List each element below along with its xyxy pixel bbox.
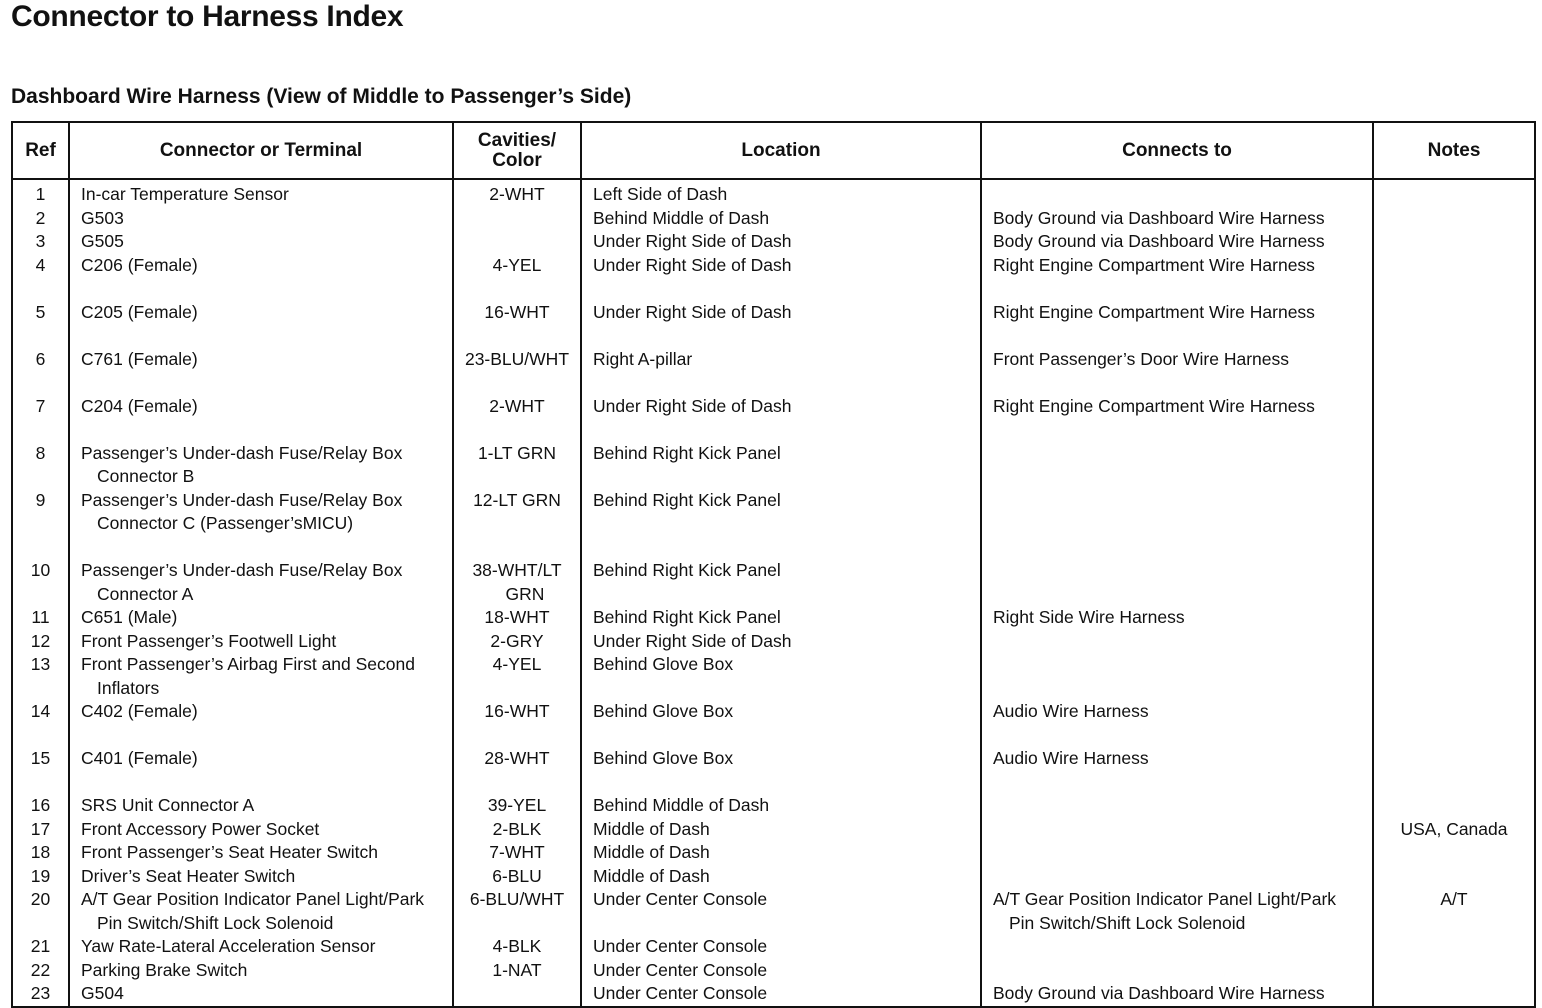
ref-cell-line: 16 (30, 795, 51, 815)
connects-to-cell (982, 630, 1372, 654)
connector-cell-continuation: Connector B (97, 466, 195, 486)
connects-to-cell (982, 606, 1372, 630)
ref-cell-line: 4 (35, 254, 46, 275)
cavities-cell (454, 747, 580, 794)
ref-cell-line: 6 (35, 348, 46, 369)
connector-index-table (11, 121, 1536, 1008)
ref-cell-line: 21 (30, 936, 51, 956)
ref-cell-line: 10 (30, 560, 51, 580)
connector-cell-line: C205 (Female) (81, 301, 198, 322)
connects-to-cell (982, 207, 1372, 231)
connector-cell-line: G503 (81, 207, 124, 228)
connector-cell (70, 865, 452, 889)
location-cell (582, 606, 980, 630)
connects-to-cell (982, 888, 1372, 935)
cavities-cell-line: 12-LT GRN (473, 489, 561, 510)
connector-cell-line (70, 465, 452, 489)
connector-cell-continuation: Pin Switch/Shift Lock Solenoid (97, 912, 334, 933)
location-cell-line: Right A-pillar (593, 348, 693, 369)
cavities-cell (454, 794, 580, 818)
connector-cell-line: Passenger’s Under-dash Fuse/Relay Box (81, 560, 403, 580)
ref-cell-line: 17 (30, 818, 51, 839)
ref-cell (13, 442, 68, 489)
notes-cell (1374, 935, 1534, 959)
connects-to-cell-line: Body Ground via Dashboard Wire Harness (993, 983, 1325, 1003)
cavities-cell (454, 818, 580, 842)
connector-cell-line: G504 (81, 983, 124, 1003)
connector-cell-line: C651 (Male) (81, 607, 178, 627)
ref-cell (13, 348, 68, 395)
notes-cell (1374, 606, 1534, 630)
column-header-connector: Connector or Terminal (69, 122, 453, 179)
cavities-cell-line: 6-BLU/WHT (469, 889, 565, 909)
connects-to-cell-line: Right Engine Compartment Wire Harness (993, 254, 1315, 275)
location-cell-line: Left Side of Dash (593, 184, 728, 204)
connector-cell-line: Front Passenger’s Airbag First and Second (81, 654, 415, 674)
cavities-cell (454, 841, 580, 865)
location-cell-line: Behind Glove Box (593, 654, 734, 674)
ref-cell (13, 747, 68, 794)
ref-cell-line: 3 (35, 231, 46, 251)
cavities-cell-line: 28-WHT (484, 748, 550, 768)
connector-cell-line: C761 (Female) (81, 348, 198, 369)
cavities-cell (454, 395, 580, 442)
location-cell (582, 559, 980, 606)
ref-cell-line: 2 (35, 207, 46, 228)
ref-cell-line: 13 (30, 654, 51, 674)
ref-cell (13, 700, 68, 747)
ref-cell (13, 982, 68, 1006)
location-cell (582, 794, 980, 818)
location-cell (582, 653, 980, 700)
ref-cell-line: 20 (30, 889, 51, 909)
location-cell-line: Under Right Side of Dash (593, 630, 792, 651)
location-cell (582, 442, 980, 489)
ref-cell-line: 1 (35, 184, 46, 204)
column-header-ref: Ref (12, 122, 69, 179)
connector-cell-line: Passenger’s Under-dash Fuse/Relay Box (81, 489, 403, 510)
location-cell (582, 700, 980, 747)
connector-cell (70, 700, 452, 747)
cavities-cell-line: 2-WHT (489, 395, 545, 416)
location-cell-line: Behind Right Kick Panel (593, 607, 781, 627)
location-cell-line: Under Center Console (593, 889, 768, 909)
connects-to-cell (982, 959, 1372, 983)
ref-cell (13, 395, 68, 442)
ref-cell-line: 9 (35, 489, 46, 510)
location-cell (582, 395, 980, 442)
connector-cell-line: Front Passenger’s Footwell Light (81, 630, 337, 651)
cavities-cell-line: 23-BLU/WHT (464, 348, 570, 369)
connector-cell-continuation: Connector A (97, 583, 194, 604)
cavities-cell (454, 700, 580, 747)
notes-cell (1374, 700, 1534, 747)
connects-to-cell (982, 935, 1372, 959)
connects-to-cell (982, 818, 1372, 842)
ref-cell (13, 254, 68, 301)
cavities-column (453, 179, 581, 1007)
connects-to-cell-line: Audio Wire Harness (993, 748, 1149, 768)
notes-cell (1374, 865, 1534, 889)
cavities-cell (454, 254, 580, 301)
location-cell-line: Behind Right Kick Panel (593, 560, 781, 580)
notes-cell (1374, 982, 1534, 1006)
connector-cell-line: A/T Gear Position Indicator Panel Light/Park (81, 889, 425, 909)
connector-cell (70, 747, 452, 794)
connector-cell (70, 935, 452, 959)
connector-cell-continuation: Connector C (Passenger’sMICU) (97, 513, 354, 533)
connector-cell-line: C206 (Female) (81, 254, 198, 275)
notes-cell (1374, 653, 1534, 700)
ref-cell (13, 559, 68, 606)
location-cell-line: Middle of Dash (593, 865, 710, 886)
ref-cell (13, 865, 68, 889)
cavities-cell (454, 301, 580, 348)
ref-cell-line: 23 (30, 983, 51, 1003)
location-cell (582, 747, 980, 794)
cavities-cell (454, 559, 580, 606)
connects-to-cell (982, 865, 1372, 889)
ref-column (12, 179, 69, 1007)
location-cell (582, 888, 980, 935)
connects-to-cell-line: A/T Gear Position Indicator Panel Light/Park (993, 889, 1337, 909)
connector-cell (70, 301, 452, 348)
cavities-cell (454, 653, 580, 700)
connects-to-cell-line: Body Ground via Dashboard Wire Harness (993, 207, 1325, 228)
ref-cell-line: 5 (35, 301, 46, 322)
connector-cell-continuation: Inflators (97, 677, 160, 698)
connects-to-cell (982, 489, 1372, 560)
notes-cell (1374, 207, 1534, 231)
cavities-cell-line: 4-YEL (492, 254, 542, 275)
connector-cell-line: Passenger’s Under-dash Fuse/Relay Box (81, 442, 403, 463)
location-cell (582, 348, 980, 395)
connector-cell (70, 489, 452, 560)
location-cell (582, 982, 980, 1006)
ref-cell (13, 841, 68, 865)
connector-cell-line: Front Passenger’s Seat Heater Switch (81, 842, 378, 862)
column-header-location: Location (581, 122, 981, 179)
connects-to-cell-line: Right Engine Compartment Wire Harness (993, 301, 1315, 322)
location-cell (582, 818, 980, 842)
connector-cell (70, 207, 452, 231)
connector-cell (70, 183, 452, 207)
cavities-cell (454, 630, 580, 654)
location-cell (582, 230, 980, 254)
ref-cell-line: 19 (30, 865, 51, 886)
connector-cell (70, 254, 452, 301)
ref-cell-line: 8 (35, 442, 46, 463)
connector-cell-line: C402 (Female) (81, 701, 198, 721)
connects-to-cell-continuation: Pin Switch/Shift Lock Solenoid (1009, 912, 1246, 933)
location-cell-line: Behind Right Kick Panel (593, 489, 781, 510)
cavities-cell-line: 1-LT GRN (477, 442, 557, 463)
location-cell (582, 841, 980, 865)
connector-cell (70, 442, 452, 489)
notes-cell (1374, 841, 1534, 865)
cavities-cell-line: 18-WHT (484, 607, 550, 627)
location-cell-line: Under Right Side of Dash (593, 231, 792, 251)
connector-cell-line: G505 (81, 231, 124, 251)
location-column (581, 179, 981, 1007)
notes-cell (1374, 301, 1534, 348)
location-cell (582, 183, 980, 207)
connects-to-cell (982, 301, 1372, 348)
connects-to-cell (982, 442, 1372, 489)
cavities-cell-line: 2-GRY (490, 630, 544, 651)
connects-to-cell-line: Audio Wire Harness (993, 701, 1149, 721)
connects-to-cell (982, 230, 1372, 254)
location-cell-line: Middle of Dash (593, 818, 710, 839)
connector-cell (70, 653, 452, 700)
connector-cell-line (70, 912, 452, 936)
connector-cell (70, 982, 452, 1006)
connects-to-cell (982, 747, 1372, 794)
notes-cell (1374, 442, 1534, 489)
cavities-cell (454, 888, 580, 935)
connects-to-cell-line: Front Passenger’s Door Wire Harness (993, 348, 1289, 369)
location-cell-line: Behind Glove Box (593, 701, 734, 721)
column-header-connects-to: Connects to (981, 122, 1373, 179)
location-cell-line: Behind Middle of Dash (593, 795, 770, 815)
connector-cell (70, 606, 452, 630)
ref-cell-line: 7 (35, 395, 46, 416)
location-cell-line: Behind Right Kick Panel (593, 442, 781, 463)
connects-to-cell (982, 653, 1372, 700)
cavities-cell-line: 4-YEL (492, 654, 542, 674)
notes-cell-line: USA, Canada (1400, 818, 1508, 839)
notes-cell (1374, 794, 1534, 818)
connector-cell-line: Front Accessory Power Socket (81, 818, 320, 839)
notes-cell (1374, 348, 1534, 395)
connects-to-cell (982, 348, 1372, 395)
connector-cell (70, 630, 452, 654)
cavities-cell-line: 16-WHT (484, 701, 550, 721)
connects-to-column (981, 179, 1373, 1007)
location-cell (582, 865, 980, 889)
ref-cell (13, 653, 68, 700)
connects-to-cell (982, 982, 1372, 1006)
ref-cell-line: 12 (30, 630, 51, 651)
table-body-row (12, 179, 1535, 1007)
cavities-cell-line: 4-BLK (492, 936, 542, 956)
connector-cell-line: In-car Temperature Sensor (81, 184, 289, 204)
connector-cell (70, 230, 452, 254)
connects-to-cell (982, 559, 1372, 606)
ref-cell (13, 959, 68, 983)
cavities-cell-line: 7-WHT (489, 842, 545, 862)
notes-cell (1374, 183, 1534, 207)
location-cell-line: Behind Glove Box (593, 748, 734, 768)
cavities-cell (454, 865, 580, 889)
ref-cell (13, 818, 68, 842)
cavities-cell (454, 935, 580, 959)
location-cell (582, 959, 980, 983)
notes-cell (1374, 888, 1534, 935)
connects-to-cell (982, 841, 1372, 865)
connector-cell (70, 959, 452, 983)
connector-cell-line: C204 (Female) (81, 395, 198, 416)
connects-to-cell-line: Right Side Wire Harness (993, 607, 1185, 627)
notes-cell (1374, 395, 1534, 442)
ref-cell (13, 489, 68, 560)
notes-cell (1374, 747, 1534, 794)
location-cell-line: Under Right Side of Dash (593, 301, 792, 322)
column-header-notes: Notes (1373, 122, 1535, 179)
location-cell (582, 489, 980, 560)
connector-cell-line: C401 (Female) (81, 748, 198, 768)
connector-cell-line: Parking Brake Switch (81, 959, 248, 980)
location-cell (582, 207, 980, 231)
ref-cell-line: 15 (30, 748, 51, 768)
location-cell (582, 630, 980, 654)
ref-cell (13, 207, 68, 231)
cavities-cell (454, 348, 580, 395)
connector-cell-line (70, 512, 452, 536)
connector-cell (70, 888, 452, 935)
section-title: Dashboard Wire Harness (View of Middle to Passenger’s Side) (11, 85, 632, 108)
cavities-cell-line: 16-WHT (484, 301, 550, 322)
notes-cell (1374, 489, 1534, 560)
location-cell-line: Under Center Console (593, 959, 768, 980)
connects-to-cell (982, 395, 1372, 442)
ref-cell-line: 11 (31, 607, 50, 627)
connector-cell (70, 841, 452, 865)
notes-cell-line: A/T (1440, 889, 1468, 909)
ref-cell (13, 935, 68, 959)
cavities-cell (454, 489, 580, 560)
connects-to-cell-line: Body Ground via Dashboard Wire Harness (993, 231, 1325, 251)
connector-cell-line: Driver’s Seat Heater Switch (81, 865, 296, 886)
ref-cell (13, 230, 68, 254)
page-title: Connector to Harness Index (11, 0, 404, 33)
ref-cell (13, 888, 68, 935)
notes-cell (1374, 559, 1534, 606)
connects-to-cell (982, 254, 1372, 301)
ref-cell (13, 301, 68, 348)
notes-column (1373, 179, 1535, 1007)
location-cell-line: Behind Middle of Dash (593, 207, 770, 228)
notes-cell (1374, 959, 1534, 983)
cavities-cell (454, 959, 580, 983)
location-cell (582, 254, 980, 301)
cavities-cell-line: 39-YEL (487, 795, 547, 815)
cavities-cell (454, 442, 580, 489)
cavities-cell (454, 230, 580, 254)
connector-cell (70, 794, 452, 818)
location-cell-line: Under Right Side of Dash (593, 254, 792, 275)
ref-cell (13, 606, 68, 630)
connector-cell-line: SRS Unit Connector A (81, 795, 255, 815)
location-cell-line: Under Right Side of Dash (593, 395, 792, 416)
cavities-cell-continuation: GRN (505, 583, 545, 604)
connects-to-cell (982, 700, 1372, 747)
connects-to-cell (982, 794, 1372, 818)
location-cell-line: Under Center Console (593, 983, 768, 1003)
cavities-cell-line: 38-WHT/LT (472, 560, 562, 580)
connects-to-cell-line: Right Engine Compartment Wire Harness (993, 395, 1315, 416)
ref-cell-line: 14 (30, 701, 51, 721)
notes-cell (1374, 630, 1534, 654)
connector-cell (70, 818, 452, 842)
notes-cell (1374, 254, 1534, 301)
ref-cell (13, 183, 68, 207)
cavities-cell-line: 1-NAT (492, 959, 542, 980)
notes-cell (1374, 818, 1534, 842)
connector-cell-line (70, 583, 452, 607)
cavities-cell-line (454, 583, 580, 607)
location-cell (582, 935, 980, 959)
location-cell (582, 301, 980, 348)
cavities-cell (454, 207, 580, 231)
cavities-cell-line: 2-BLK (492, 818, 542, 839)
connector-column (69, 179, 453, 1007)
connector-cell (70, 348, 452, 395)
notes-cell (1374, 230, 1534, 254)
connects-to-cell (982, 183, 1372, 207)
cavities-cell (454, 606, 580, 630)
ref-cell-line: 18 (30, 842, 51, 862)
cavities-cell (454, 982, 580, 1006)
connector-cell (70, 559, 452, 606)
location-cell-line: Middle of Dash (593, 842, 710, 862)
table-header-row (12, 122, 1535, 179)
location-cell-line: Under Center Console (593, 936, 768, 956)
cavities-cell-line: 2-WHT (489, 184, 545, 204)
ref-cell-line: 22 (30, 959, 51, 980)
cavities-cell (454, 183, 580, 207)
connector-cell-line: Yaw Rate-Lateral Acceleration Sensor (81, 936, 376, 956)
connector-cell-line (70, 677, 452, 701)
cavities-cell-line: 6-BLU (492, 865, 542, 886)
column-header-cavities (453, 122, 581, 179)
ref-cell (13, 794, 68, 818)
column-header-cavities-line2: Color (492, 149, 542, 171)
connects-to-cell-line (982, 912, 1372, 936)
column-header-cavities-line1: Cavities/ (477, 129, 557, 151)
connector-cell (70, 395, 452, 442)
ref-cell (13, 630, 68, 654)
